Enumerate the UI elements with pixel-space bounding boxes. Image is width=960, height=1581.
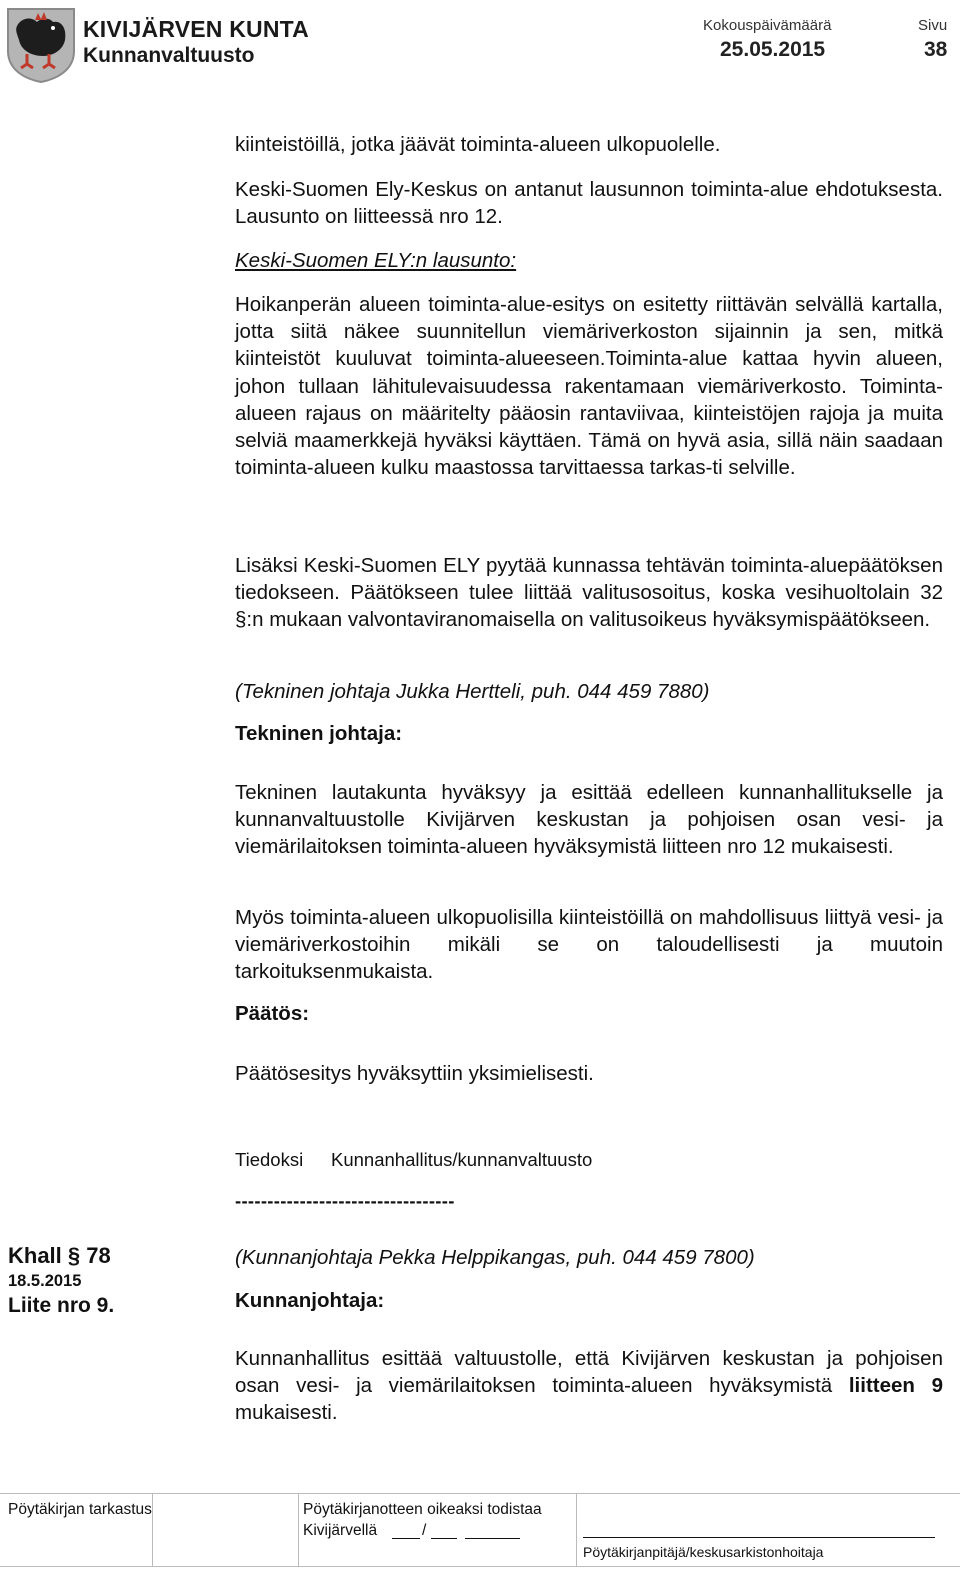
- minutes-review-label: Pöytäkirjan tarkastus: [8, 1501, 152, 1518]
- page-number: 38: [924, 38, 948, 61]
- body-name: Kunnanvaltuusto: [83, 44, 255, 67]
- proposal-paragraph: [235, 779, 943, 861]
- board-proposal-paragraph: [235, 1345, 943, 1427]
- municipal-manager-heading: Kunnanjohtaja:: [235, 1289, 385, 1312]
- footer-divider-2: [298, 1493, 299, 1566]
- signature-line: [583, 1537, 935, 1538]
- paragraph-6-text: Myös toiminta-alueen ulkopuolisilla kiinteistöillä on mahdollisuus liittyä vesi- ja viemäriverkostoihin mikäli se on taloudellisesti ja muutoin tarkoituksenmukaista.: [235, 906, 943, 984]
- ely-statement-heading: Keski-Suomen ELY:n lausunto:: [235, 249, 517, 272]
- certified-copy-label: Pöytäkirjanotteen oikeaksi todistaa: [303, 1501, 542, 1518]
- board-proposal-attachment: liitteen 9: [848, 1374, 943, 1398]
- paragraph-2: [235, 176, 943, 230]
- paragraph-6: [235, 904, 943, 986]
- paragraph-4-text: Lisäksi Keski-Suomen ELY pyytää kunnassa tehtävän toiminta-aluepäätöksen tiedokseen. Päätökseen tulee liittää valitusosoitus, koska vesihuoltolain 32 §:n mukaan valvontaviranomaisella on valitusoikeus hyväksymispäätökseen.: [235, 554, 943, 632]
- attachment-ref: Liite nro 9.: [8, 1294, 115, 1317]
- separator-dashes: ----------------------------------: [235, 1190, 455, 1211]
- distribution-recipients: Kunnanhallitus/kunnanvaltuusto: [331, 1149, 593, 1170]
- place-label: Kivijärvellä: [303, 1522, 378, 1539]
- footer-bottom-border: [0, 1566, 960, 1567]
- proposal-text: Tekninen lautakunta hyväksyy ja esittää edelleen kunnanhallitukselle ja kunnanvaltuustolle Kivijärven keskustan ja pohjoisen osan vesi- ja viemärilaitoksen toiminta-alueen hyväksymistä liitteen nro 12 mukaisesti.: [235, 781, 943, 859]
- month-blank: [431, 1538, 457, 1539]
- paragraph-2-text: Keski-Suomen Ely-Keskus on antanut lausunnon toiminta-alue ehdotuksesta. Lausunto on liitteessä nro 12.: [235, 178, 943, 229]
- board-proposal-text: [235, 1345, 943, 1427]
- paragraph-1: [235, 131, 943, 158]
- board-proposal-text-part2: mukaisesti.: [235, 1401, 338, 1425]
- organization-name: KIVIJÄRVEN KUNTA: [83, 16, 309, 42]
- signer-title: Pöytäkirjanpitäjä/keskusarkistonhoitaja: [583, 1544, 824, 1560]
- board-proposal-text-part1: Kunnanhallitus esittää valtuustolle, että Kivijärven keskustan ja pohjoisen osan vesi- ja viemärilaitoksen toiminta-alueen hyväksymistä: [235, 1347, 943, 1398]
- day-blank: [392, 1538, 420, 1539]
- footer-divider-1: [152, 1493, 153, 1566]
- municipal-coat-of-arms: [5, 6, 77, 84]
- board-meeting-date: 18.5.2015: [8, 1272, 82, 1290]
- distribution-label: Tiedoksi: [235, 1149, 304, 1170]
- ely-statement-text: Hoikanperän alueen toiminta-alue-esitys on esitetty riittävän selvällä kartalla, jotta siitä näkee suunnitellun viemäriverkoston sijainnin ja sen, mitkä kiinteistöt kuuluvat toiminta-alueeseen.Toiminta-alue kattaa hyvin alueen, johon tullaan lähitulevaisuudessa rakentamaan viemäriverkosto. Toiminta-alueen rajaus on määritelty pääosin rantaviivaa, kiinteistöjen rajoja ja muita selviä maamerkkejä hyväksi käyttäen. Tämä on hyvä asia, sillä näin saadaan toiminta-alueen kulku maastossa tarvittaessa tarkas-ti selville.: [235, 293, 943, 480]
- footer-divider-3: [576, 1493, 577, 1566]
- technical-director-heading: Tekninen johtaja:: [235, 722, 403, 745]
- board-section-ref: Khall § 78: [8, 1243, 111, 1268]
- decision-text: Päätösesitys hyväksyttiin yksimielisesti.: [235, 1062, 594, 1085]
- decision-heading: Päätös:: [235, 1002, 310, 1025]
- paragraph-1-text: kiinteistöillä, jotka jäävät toiminta-alueen ulkopuolelle.: [235, 133, 721, 156]
- ely-statement-paragraph: [235, 291, 943, 481]
- meeting-date: 25.05.2015: [720, 38, 826, 61]
- meeting-date-label: Kokouspäivämäärä: [703, 17, 832, 34]
- year-blank: [465, 1538, 520, 1539]
- page-label: Sivu: [918, 17, 948, 34]
- date-slash: /: [422, 1522, 427, 1539]
- municipal-manager-contact: (Kunnanjohtaja Pekka Helppikangas, puh. 044 459 7800): [235, 1246, 755, 1269]
- technical-director-contact: (Tekninen johtaja Jukka Hertteli, puh. 044 459 7880): [235, 680, 710, 703]
- paragraph-4: [235, 552, 943, 634]
- footer-top-border: [0, 1493, 960, 1494]
